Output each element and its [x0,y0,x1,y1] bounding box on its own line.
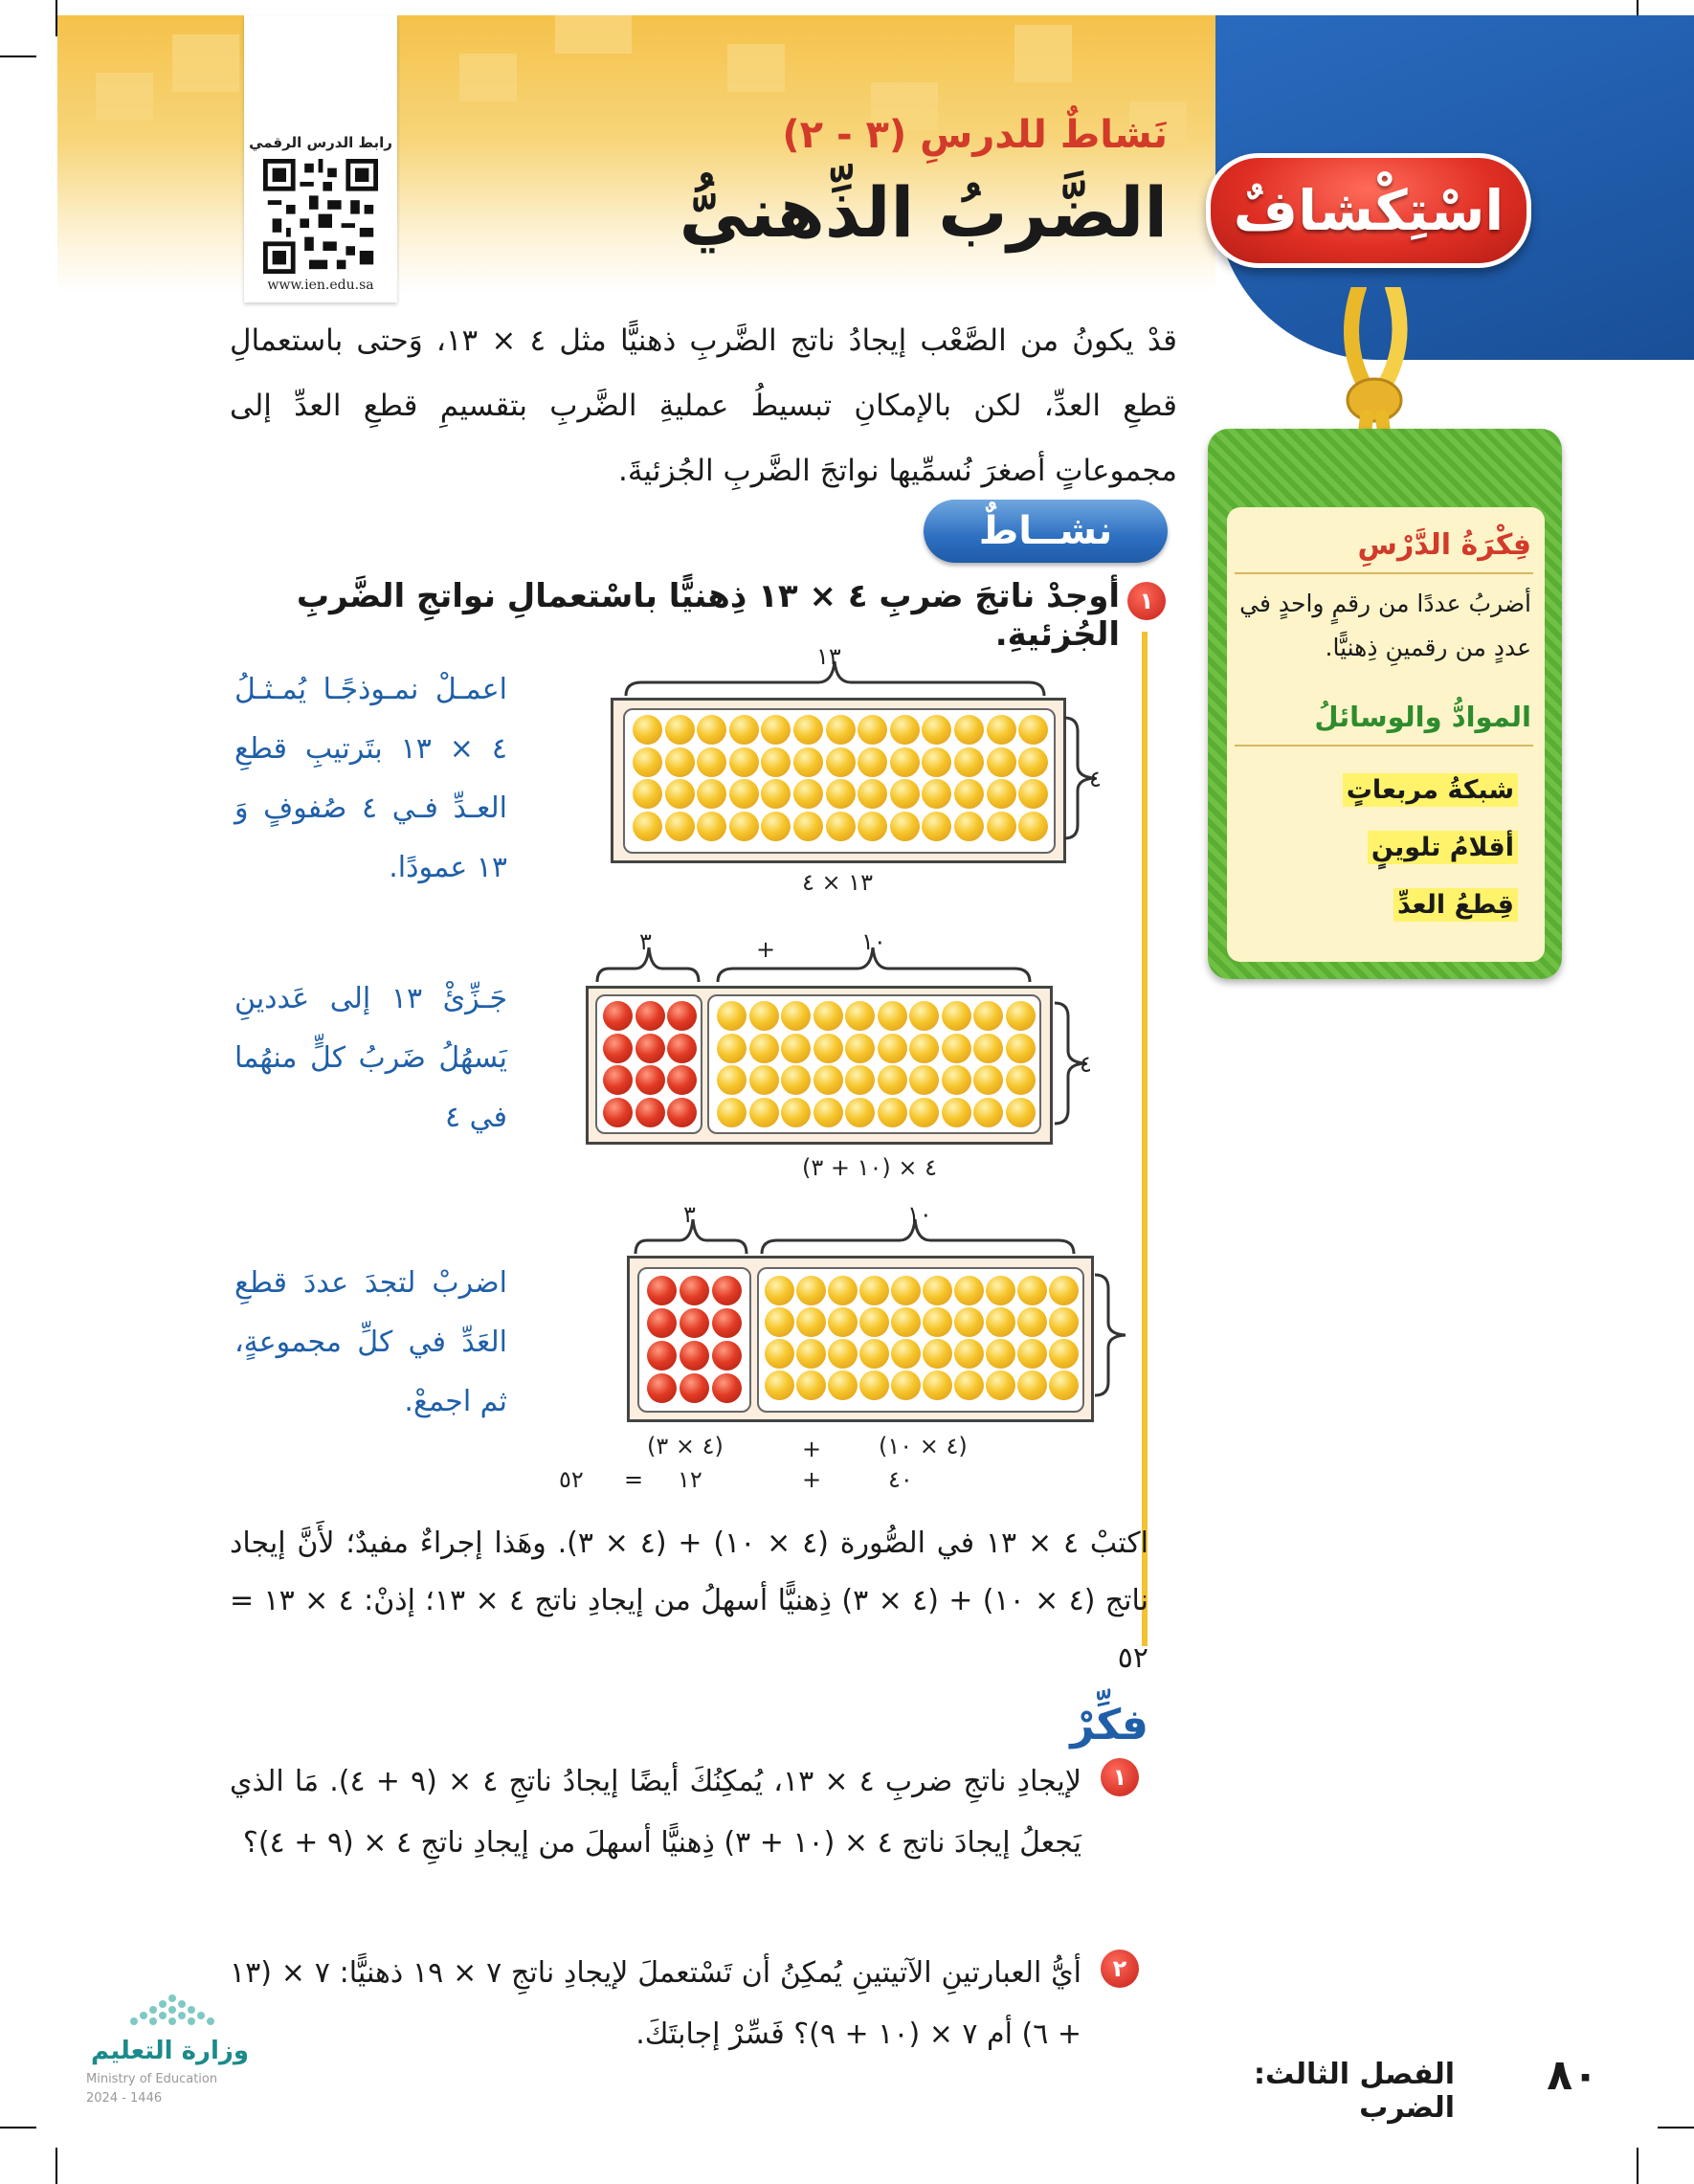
qr-url[interactable]: www.ien.edu.sa [267,278,374,293]
counter-piece [1049,1339,1079,1369]
counter-piece [987,747,1016,777]
counter-piece [749,1065,779,1095]
counter-piece [1018,812,1048,841]
think-question-2: أيُّ العبارتينِ الآتيتينِ يُمكِنُ أن تَسْتعملَ لإيجادِ ناتجِ ٧ × ١٩ ذهنيًّا: ٧ × (١٣ + ٦) أم ٧ × (١٠ + ٩)؟ فَسِّرْ إجابتَكَ. [230,1956,1081,2051]
counter-piece [647,1341,677,1371]
counter-piece [633,715,662,745]
counter-piece [828,1276,858,1305]
counter-piece [1006,1034,1036,1063]
counter-piece [717,1098,747,1127]
counter-piece [1049,1371,1079,1400]
qr-label: رابط الدرس الرقمي [249,134,392,151]
counter-piece [603,1034,633,1063]
counter-piece [986,1339,1015,1369]
counter-piece [954,812,984,841]
counter-piece [665,715,695,745]
rope-icon [1302,287,1445,450]
counter-piece [1017,1371,1047,1400]
counter-piece [633,747,662,777]
divider [1235,572,1533,574]
counter-piece [765,1307,794,1337]
counter-model-2 [586,986,1053,1145]
counter-piece [665,747,695,777]
counter-piece [986,1371,1015,1400]
crop-mark [0,2127,36,2128]
think-question-1: لإيجادِ ناتجِ ضربِ ٤ × ١٣، يُمكِنُكَ أيضًا إيجادُ ناتجِ ٤ × (٩ + ٤). مَا الذي يَجعلُ إيجادَ ناتج ٤ × (١٠ + ٣) ذِهنيًّا أسهلَ من إيجادِ ناتجِ ٤ × (٩ + ٤)؟ [230,1765,1081,1860]
model3-result-left: ١٢ [678,1466,702,1493]
ministry-name-en: Ministry of Education [86,2072,218,2086]
counter-model-3 [627,1256,1094,1422]
counter-piece [781,1098,811,1127]
counter-piece [665,812,695,841]
counter-piece [712,1276,742,1305]
model3-partial-left: (٤ × ٣) [647,1433,724,1460]
counter-piece [1018,779,1048,809]
counter-piece [1017,1339,1047,1369]
counter-piece [635,1001,665,1031]
counter-piece [765,1371,794,1400]
counter-piece [680,1308,709,1338]
counter-piece [680,1341,709,1371]
brace-top [593,940,1034,984]
counter-piece [793,747,823,777]
counter-piece [859,1371,889,1400]
counter-piece [647,1373,677,1403]
counter-piece [954,1307,984,1337]
counter-piece [712,1341,742,1371]
counter-group-ones [637,1267,751,1413]
counter-piece [749,1001,779,1031]
counter-piece [858,715,887,745]
counter-piece [987,812,1016,841]
counter-piece [781,1001,811,1031]
counter-piece [633,779,662,809]
counter-piece [942,1034,971,1063]
counter-piece [878,1065,907,1095]
lesson-idea-text: أضربُ عددًا من رقمٍ واحدٍ في عددٍ من رقمينِ ذِهنيًّا. [1239,590,1531,661]
counter-piece [909,1034,939,1063]
counter-piece [828,1339,858,1369]
crop-mark [1637,2148,1638,2184]
counter-piece [765,1339,794,1369]
counter-piece [973,1065,1003,1095]
counter-piece [1006,1001,1036,1031]
counter-piece [697,779,726,809]
counter-piece [761,715,791,745]
counter-piece [697,747,726,777]
counter-piece [891,1276,921,1305]
counter-piece [986,1276,1015,1305]
model3-equals: = [624,1466,644,1493]
counter-piece [922,812,951,841]
counter-piece [891,1339,921,1369]
counter-piece [729,812,759,841]
counter-piece [793,779,823,809]
counter-piece [633,812,662,841]
counter-model-1 [611,698,1066,863]
counter-piece [729,747,759,777]
model3-plus: + [802,1436,822,1462]
crop-mark [0,56,36,57]
counter-piece [923,1371,952,1400]
counter-piece [954,1276,984,1305]
counter-piece [859,1276,889,1305]
counter-piece [826,779,856,809]
step-instruction: أوجدْ ناتجَ ضربِ ٤ × ١٣ ذِهنيًّا باسْتعمالِ نواتجِ الضَّربِ الجُزئيةِ. [296,577,1120,654]
brace-side [1093,1273,1131,1397]
counter-piece [858,779,887,809]
counter-piece [890,715,920,745]
counter-piece [667,1065,697,1095]
counter-piece [942,1098,971,1127]
counter-piece [796,1276,826,1305]
counter-piece [828,1307,858,1337]
counter-piece [603,1065,633,1095]
counter-piece [858,812,887,841]
counter-piece [828,1371,858,1400]
counter-piece [814,1034,843,1063]
model2-ones-label: ٣ [639,928,652,955]
lesson-title: الضَّربُ الذِّهنيُّ [679,172,1168,253]
intro-paragraph: قدْ يكونُ من الصَّعْب إيجادُ ناتج الضَّربِ ذهنيًّا مثل ٤ × ١٣، وَحتى باستعمالِ قطعِ العدِّ، لكن بالإمكانِ تبسيطُ عمليةِ الضَّربِ بتقسيمِ قطعِ العدِّ إلى مجموعاتٍ أصغرَ نُسمِّيها نواتجَ الضَّربِ الجُزئيةَ. [230,323,1177,488]
model3-ones-label: ٣ [683,1201,696,1228]
counter-piece [761,779,791,809]
counter-piece [954,779,984,809]
counter-piece [891,1307,921,1337]
counter-piece [845,1034,875,1063]
counter-piece [909,1065,939,1095]
counter-piece [909,1098,939,1127]
counter-piece [793,715,823,745]
activity-pill [924,500,1168,563]
material-item: أقلامُ تلوينٍ [1368,831,1518,864]
counter-piece [814,1001,843,1031]
counter-piece [878,1098,907,1127]
counter-piece [845,1001,875,1031]
counter-piece [923,1339,952,1369]
question-number-badge: ١ [1101,1758,1139,1796]
counter-piece [796,1307,826,1337]
counter-group [623,708,1056,854]
counter-piece [923,1307,952,1337]
counter-piece [973,1098,1003,1127]
counter-piece [890,812,920,841]
model3-partial-right: (٤ × ١٠) [879,1433,968,1460]
counter-piece [954,715,984,745]
counter-piece [890,779,920,809]
counter-piece [765,1276,794,1305]
counter-piece [635,1065,665,1095]
counter-piece [1049,1307,1079,1337]
counter-piece [603,1098,633,1127]
counter-piece [954,1371,984,1400]
counter-piece [717,1065,747,1095]
counter-piece [781,1065,811,1095]
counter-piece [922,747,951,777]
counter-piece [826,747,856,777]
step-number-badge: ١ [1127,582,1166,620]
counter-piece [647,1308,677,1338]
instruction-1: اعمـلْ نمـوذجًـا يُمـثـلُ ٤ × ١٣ بتَرتيبِ قطعِ العـدِّ فـي ٤ صُفوفٍ وَ ١٣ عمودًا. [234,673,507,884]
model3-result-plus: + [802,1466,822,1493]
materials-title: الموادُّ والوسائلُ [1314,701,1531,733]
counter-piece [680,1373,709,1403]
counter-piece [603,1001,633,1031]
counter-piece [717,1001,747,1031]
counter-piece [845,1065,875,1095]
counter-group-ones [595,994,702,1134]
counter-piece [891,1371,921,1400]
page-number: ٨٠ [1547,2051,1598,2100]
model1-side-label: ٤ [1089,766,1102,792]
counter-piece [793,812,823,841]
counter-piece [922,715,951,745]
counter-piece [826,715,856,745]
counter-piece [729,715,759,745]
counter-piece [697,812,726,841]
crop-mark [56,2148,57,2184]
brace-top [632,1212,1081,1256]
counter-group-tens [757,1267,1084,1413]
counter-piece [859,1307,889,1337]
counter-piece [712,1308,742,1338]
model3-tens-label: ١٠ [907,1201,932,1228]
counter-piece [635,1098,665,1127]
counter-piece [635,1034,665,1063]
counter-piece [987,779,1016,809]
chapter-label: الفصل الثالث: الضرب [1254,2058,1455,2125]
counter-piece [973,1034,1003,1063]
counter-piece [845,1098,875,1127]
counter-piece [1017,1276,1047,1305]
counter-piece [667,1098,697,1127]
counter-piece [665,779,695,809]
ministry-year: 2024 - 1446 [86,2091,163,2106]
counter-piece [942,1065,971,1095]
counter-piece [826,812,856,841]
counter-piece [761,747,791,777]
counter-piece [647,1276,677,1305]
qr-code-icon[interactable] [263,159,378,274]
material-item: قِطعُ العدِّ [1393,888,1518,922]
crop-mark [1658,2127,1694,2128]
counter-piece [667,1034,697,1063]
counter-piece [954,1339,984,1369]
counter-piece [761,812,791,841]
counter-piece [942,1001,971,1031]
activity-label: نشــاطٌ [978,509,1113,553]
counter-piece [796,1371,826,1400]
counter-piece [909,1001,939,1031]
counter-piece [1006,1065,1036,1095]
counter-piece [878,1034,907,1063]
counter-piece [1018,715,1048,745]
counter-piece [749,1098,779,1127]
counter-piece [796,1339,826,1369]
counter-piece [717,1034,747,1063]
counter-piece [697,715,726,745]
counter-piece [859,1339,889,1369]
instruction-2: جَـزِّئْ ١٣ إلى عَددينِ يَسهُلُ ضَربُ كلٍّ منهُما في ٤ [234,982,508,1134]
counter-piece [858,747,887,777]
model3-total: ٥٢ [559,1466,584,1493]
counter-piece [814,1065,843,1095]
counter-piece [878,1001,907,1031]
counter-piece [1017,1307,1047,1337]
counter-piece [814,1098,843,1127]
counter-piece [986,1307,1015,1337]
instruction-3: اضربْ لتجدَ عددَ قطعِ العَدِّ في كلِّ مجموعةٍ، ثم اجمعْ. [234,1266,507,1418]
counter-group-tens [707,994,1041,1134]
counter-piece [729,779,759,809]
counter-piece [987,715,1016,745]
lesson-idea-title: فِكْرَةُ الدَّرْسِ [1357,528,1531,562]
material-item: شبكةُ مربعاتٍ [1343,773,1518,807]
lesson-label: نَشاطٌ للدرسِ (٣ - ٢) [782,113,1168,157]
ministry-name-ar: وزارة التعليم [91,2037,249,2065]
ministry-logo-icon [96,1991,249,2039]
counter-piece [1006,1098,1036,1127]
think-heading: فكِّرْ [1070,1701,1148,1749]
counter-piece [922,779,951,809]
counter-piece [749,1034,779,1063]
counter-piece [667,1001,697,1031]
question-number-badge: ٢ [1101,1950,1139,1988]
model2-plus: + [756,936,776,963]
counter-piece [973,1001,1003,1031]
timeline-bar [1142,632,1148,1646]
counter-piece [954,747,984,777]
counter-piece [890,747,920,777]
explore-badge-label: اسْتِكْشافٌ [1233,178,1505,243]
counter-piece [680,1276,709,1305]
counter-piece [712,1373,742,1403]
model2-expression: ٤ × (١٠ + ٣) [802,1154,938,1181]
model1-top-label: ١٣ [816,643,841,670]
divider [1235,745,1533,747]
counter-piece [781,1034,811,1063]
model2-tens-label: ١٠ [861,928,886,955]
model3-result-right: ٤٠ [888,1466,913,1493]
counter-piece [923,1276,952,1305]
counter-piece [1018,747,1048,777]
explore-badge [1206,153,1531,268]
conclusion-paragraph: اكتبْ ٤ × ١٣ في الصُّورة (٤ × ١٠) + (٤ × ٣). وهَذا إجراءٌ مفيدٌ؛ لأَنَّ إيجاد ناتج (٤ × ١٠) + (٤ × ٣) ذِهنيًّا أسهلُ من إيجادِ ناتج ٤ × ١٣؛ إذنْ: ٤ × ١٣ = ٥٢ [230,1527,1149,1675]
model1-expression: ١٣ × ٤ [802,869,874,896]
counter-piece [1049,1276,1079,1305]
model2-side-label: ٤ [1080,1051,1092,1078]
